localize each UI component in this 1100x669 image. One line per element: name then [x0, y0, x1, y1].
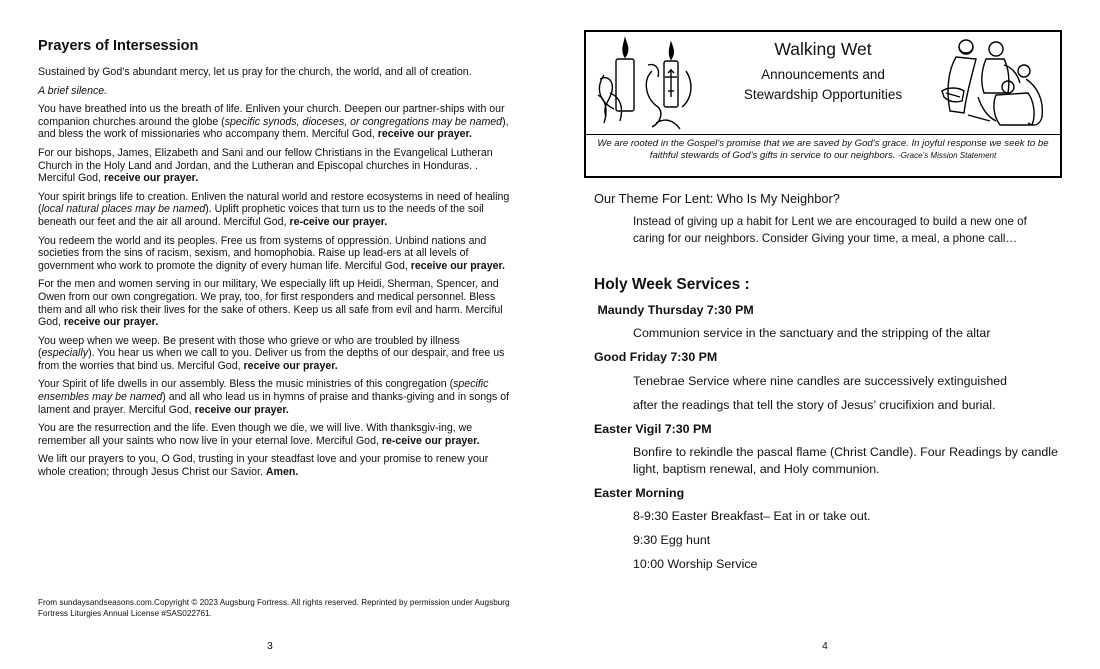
petition-text: ) and all who lead us in hymns of praise and thanks-giving and in songs of lament and prayer. Merciful God,: [38, 391, 510, 416]
response-text: re-ceive our prayer.: [381, 434, 480, 447]
petition-text: For the men and women serving in our military, We especially lift up Heidi, Sherman, Spencer, and Owen from our own congregation. We pray, too, for first responders and medical personnel. Bless them and all who risk their lives for the sake of others. Keep us all safe from evil and harm. Merciful God,: [38, 278, 503, 329]
petition-text: We lift our prayers to you, O God, trusting in your steadfast love and your promise to renew your whole creation; through Jesus Christ our Savior.: [38, 453, 489, 479]
service-detail: Bonfire to rekindle the pascal flame (Christ Candle). Four Readings by candle light, baptism renewal, and Holy communion.: [633, 445, 1058, 476]
petition-text: ). Uplift prophetic voices that turn us to the needs of the soil beneath our feet and the air all around. Merciful God,: [38, 203, 484, 228]
petition-list: [38, 103, 510, 478]
petition-text: ). You hear us when we call to you. Deliver us from the depths of our despair, and free us from the worries that bind us. Merciful God,: [38, 347, 505, 372]
copyright-footer: From sundaysandseasons.com.Copyright © 2023 Augsburg Fortress. All rights reserved. Reprinted by permission under Augsburg Fortress Liturgies Annual License #SAS022761.: [38, 598, 510, 618]
service-heading-easter-vigil: Easter Vigil 7:30 PM: [594, 422, 712, 436]
mission-attribution: -Grace’s Mission Statement: [898, 151, 997, 161]
service-detail: 9:30 Egg hunt: [633, 533, 711, 547]
rubric-text: especially: [41, 347, 89, 360]
response-text: receive our prayer.: [103, 172, 199, 185]
service-detail: 8-9:30 Easter Breakfast– Eat in or take out.: [633, 509, 871, 523]
prayers-silence: A brief silence.: [38, 84, 108, 97]
petition-text: You are the resurrection and the life. Even though we die, we will live. With thanksgiv-ing, we remember all your saints who now live in your eternal love. Merciful God,: [38, 422, 473, 447]
banner-header: [586, 32, 1060, 135]
banner-subtitle-line1: Announcements and: [761, 67, 885, 82]
prayers-heading: Prayers of Intersession: [38, 38, 199, 54]
banner-subtitle: [718, 65, 928, 104]
response-text: receive our prayer.: [63, 316, 159, 329]
petition-paragraph: [38, 278, 510, 328]
petition-text: ), and bless the work of missionaries who accompany them. Merciful God,: [38, 115, 509, 141]
petition-text: You have breathed into us the breath of life. Enliven your church. Deepen our partner-ships with our companion churches around the globe (: [38, 103, 505, 128]
lent-theme-text: Instead of giving up a habit for Lent we are encouraged to build a new one of caring for our neighbors. Consider Giving your time, a meal, a phone call…: [633, 215, 1027, 245]
petition-text: You redeem the world and its peoples. Free us from systems of oppression. Unbind nations and societies from the sins of racism, sexism, and homophobia. Raise up lead-ers at all levels of government who work to promote the dignity of every human life. Merciful God,: [38, 234, 487, 272]
neighbors-illustration-icon: [938, 35, 1056, 131]
petition-paragraph: [38, 453, 510, 478]
petition-paragraph: [38, 422, 510, 447]
petition-text: You weep when we weep. Be present with those who grieve or who are troubled by illness (: [38, 334, 460, 360]
response-text: receive our prayer.: [410, 259, 505, 272]
prayers-intro: Sustained by God’s abundant mercy, let us pray for the church, the world, and all of creation.: [38, 66, 472, 78]
service-heading-maundy-thursday: Maundy Thursday 7:30 PM: [594, 303, 754, 317]
page-number: 3: [267, 640, 273, 652]
petition-paragraph: [38, 103, 510, 141]
right-page: [550, 0, 1100, 669]
rubric-text: specific synods, dioceses, or congregations may be named: [224, 115, 503, 128]
service-detail: after the readings that tell the story of Jesus’ crucifixion and burial.: [633, 398, 996, 412]
petition-paragraph: [38, 147, 510, 185]
service-detail: Tenebrae Service where nine candles are successively extinguished: [633, 374, 1007, 388]
response-text: re-ceive our prayer.: [289, 215, 388, 228]
petition-text: Your Spirit of life dwells in our assembly. Bless the music ministries of this congregation (: [38, 378, 454, 391]
response-text: receive our prayer.: [377, 128, 472, 141]
petition-paragraph: [38, 378, 510, 416]
page-number: 4: [822, 640, 828, 652]
petition-text: For our bishops, James, Elizabeth and Sani and our fellow Christians in the Evangelical Lutheran Church in the Holy Land and Jordan, and the Lutheran and Episcopal churches in Honduras. . Merciful God,: [38, 146, 493, 185]
service-heading-easter-morning: Easter Morning: [594, 486, 685, 500]
mission-text: We are rooted in the Gospel’s promise that we are saved by God’s grace. In joyful response we seek to be faithful stewards of God’s gifts in service to our neighbors.: [597, 138, 1049, 162]
response-text: Amen.: [265, 466, 299, 479]
response-text: receive our prayer.: [243, 359, 338, 372]
holy-week-title: Holy Week Services :: [594, 276, 750, 293]
candles-illustration-icon: [594, 35, 706, 131]
lent-theme-title: Our Theme For Lent: Who Is My Neighbor?: [594, 191, 840, 206]
banner-subtitle-line2: Stewardship Opportunities: [743, 86, 903, 102]
petition-paragraph: [38, 335, 510, 373]
rubric-text: specific ensembles may be named: [38, 378, 489, 404]
petition-paragraph: [38, 191, 510, 229]
prayers-body: [38, 66, 510, 485]
mission-statement: [590, 138, 1056, 163]
service-heading-good-friday: Good Friday 7:30 PM: [594, 350, 718, 364]
rubric-text: local natural places may be named: [41, 203, 206, 216]
response-text: receive our prayer.: [194, 403, 289, 416]
announcements-banner: [584, 30, 1062, 178]
petition-text: Your spirit brings life to creation. Enliven the natural world and restore ecosystems in need of healing (: [38, 190, 510, 216]
service-detail: Communion service in the sanctuary and the stripping of the altar: [633, 326, 991, 340]
service-detail: 10:00 Worship Service: [633, 557, 758, 571]
petition-paragraph: [38, 235, 510, 273]
banner-title: Walking Wet: [774, 39, 872, 59]
